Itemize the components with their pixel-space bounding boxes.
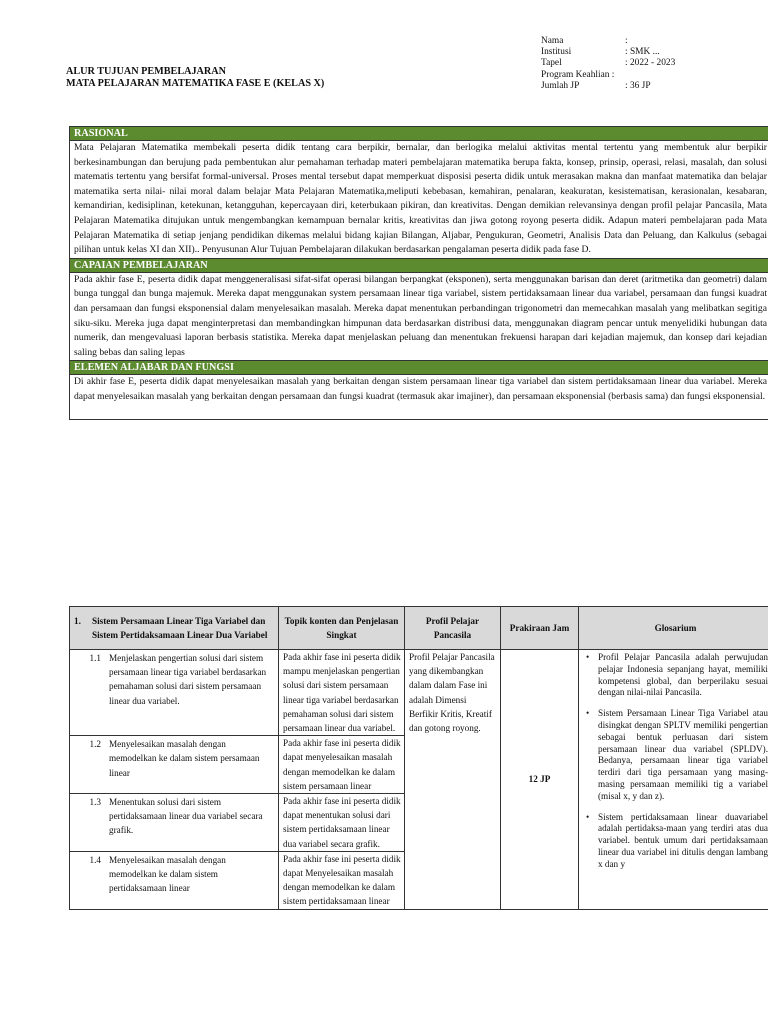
tujuan-cell [70,794,279,852]
info-row-tapel [541,58,675,69]
tujuan-text: Menyelesaikan masalah dengan memodelkan ke dalam sistem pertidaksamaan linear [109,854,226,894]
glosarium-item [586,652,768,699]
info-label: Tapel [541,58,562,69]
overview-table [69,126,768,420]
info-row-program [541,70,675,81]
tujuan-text: Menjelaskan pengertian solusi dari sistem persamaan linear tiga variabel berdasarkan pemahaman solusi dari sistem persamaan linear dua variabel. [109,653,267,706]
title-line-1: ALUR TUJUAN PEMBELAJARAN [66,66,226,77]
info-label: Nama [541,36,564,46]
bullet-icon: • [586,652,590,662]
table-row [70,650,768,736]
glosarium-text: Sistem Persamaan Linear Tiga Variabel atau disingkat dengan SPLTV memiliki pengertian sebagai bentuk perluasan dari sistem persamaan linear dua variabel (SPLDV). Bedanya, persamaan linear tiga variabel terdiri dari tiga persamaan yang masing-masing persamaan memiliki tig a variabel (misal x, y dan z). [598,708,768,801]
section-text-rasional: Mata Pelajaran Matematika membekali peserta didik tentang cara berpikir, bernalar, dan berlogika melalui aktivitas mental tertentu yang membentuk alur berpikir berkesinambungan dan berujung pada pembentukan alur pemahaman terhadap materi pembelajaran matematika berupa fakta, konsep, prinsip, operasi, relasi, masalah, dan solusi matematis tertentu yang bersifat formal-universal. Proses mental tersebut dapat memperkuat disposisi peserta didik untuk merasakan makna dan manfaat matematika dan belajar matematika serta nilai- nilai moral dalam belajar Mata Pelajaran Matematika,meliputi kebebasan, kemahiran, penalaran, keakuratan, kesistematisan, kerasionalan, kesabaran, kemandirian, kedisiplinan, ketekunan, ketangguhan, kepercayaan diri, keterbukaan pikiran, dan kreativitas. Dengan demikian relevansinya dengan profil pelajar Pancasila, Mata Pelajaran Matematika ditujukan untuk mengembangkan kemampuan bernalar kritis, kreativitas dan jiwa gotong royong peserta didik. Adapun materi pembelajaran pada Mata Pelajaran Matematika di setiap jenjang pendidikan dikemas melalui bidang kajian Bilangan, Aljabar, Pengukuran, Geometri, Analisis Data dan Peluang, dan Kalkulus (sebagai pilihan untuk kelas XI dan XII).. Penyusunan Alur Tujuan Pembelajaran dilakukan berdasarkan pengalaman peserta didik pada fase D. [70,141,768,259]
info-value: : 2022 - 2023 [625,58,676,69]
header-glosarium: Glosarium [579,607,768,650]
info-row-nama [541,36,675,47]
tujuan-text: Menentukan solusi dari sistem pertidaksamaan linear dua variabel secara grafik. [109,797,263,836]
row-number: 1.2 [89,739,101,750]
info-row-jumlah [541,81,675,92]
glosarium-text: Profil Pelajar Pancasila adalah perwujudan pelajar Indonesia sepanjang hayat, memiliki kompetensi global, dan berperilaku sesuai dengan nilai-nilai Pancasila. [598,652,768,698]
glosarium-item [586,811,768,871]
section-text-elemen: Di akhir fase E, peserta didik dapat menyelesaikan masalah yang berkaitan dengan sistem persamaan linear tiga variabel dan sistem pertidaksamaan linear dua variabel. Mereka dapat menyelesaikan masalah yang berkaitan dengan persamaan dan fungsi kuadrat (termasuk akar imajiner), dan persamaan eksponensial (berbasis sama) dan fungsi eksponensial. [70,375,768,420]
info-block [541,36,675,92]
section-text-capaian: Pada akhir fase E, peserta didik dapat menggeneralisasi sifat-sifat operasi bilangan berpangkat (eksponen), serta menggunakan barisan dan deret (aritmetika dan geometri) dalam bunga tunggal dan bunga majemuk. Mereka dapat menggunakan system persamaan linear tiga variabel, sistem pertidaksamaan linear dua variabel, persamaan dan fungsi kuadrat dan persamaan dan fungsi eksponensial dalam menyelesaikan masalah. Mereka dapat menentukan perbandingan trigonometri dan memecahkan masalah yang melibatkan segitiga siku-siku. Mereka juga dapat menginterpretasi dan membandingkan himpunan data berdasarkan distribusi data, menggunakan diagram pencar untuk menyelidiki hubungan data numerik, dan mengevaluasi laporan berbasis statistika. Mereka dapat menjelaskan peluang dan menentukan frekuensi harapan dari kejadian majemuk, dan konsep dari kejadian saling bebas dan saling lepas [70,272,768,361]
info-row-institusi [541,47,675,58]
title-line-2: MATA PELAJARAN MATEMATIKA FASE E (KELAS X) [66,78,325,89]
header-jam: Prakiraan Jam [501,607,579,650]
topik-cell: Pada akhir fase ini peserta didik dapat Menyelesaikan masalah dengan memodelkan ke dalam sistem pertidaksamaan linear [279,851,405,909]
topik-cell: Pada akhir fase ini peserta didik mampu menjelaskan pengertian solusi dari sistem persamaan linear tiga variabel berdasarkan pemahaman solusi dari sistem persamaan linear dua variabel. [279,650,405,736]
tujuan-cell [70,736,279,794]
topik-cell: Pada akhir fase ini peserta didik dapat menentukan solusi dari sistem pertidaksamaan linear dua variabel secara grafik. [279,794,405,852]
document-title [66,66,324,90]
section-heading-capaian: CAPAIAN PEMBELAJARAN [70,258,768,272]
tujuan-text: Menyelesaikan masalah dengan memodelkan ke dalam sistem persamaan linear [109,739,260,778]
header-tujuan [70,607,279,650]
learning-objectives-table [69,606,768,910]
header-label: Sistem Persamaan Linear Tiga Variabel dan Sistem Pertidaksamaan Linear Dua Variabel [92,615,268,640]
bullet-icon: • [586,708,590,719]
row-number: 1.4 [89,854,101,865]
section-heading-elemen: ELEMEN ALJABAR DAN FUNGSI [70,361,768,375]
glosarium-cell [579,650,768,910]
glosarium-item [586,708,768,802]
info-label: Institusi [541,47,572,58]
glosarium-list [580,652,768,871]
bullet-icon: • [586,811,590,822]
info-value: : SMK ... [625,47,660,58]
topik-cell: Pada akhir fase ini peserta didik dapat menyelesaikan masalah dengan memodelkan ke dalam sistem persamaan linear [279,736,405,794]
glosarium-text: Sistem pertidaksamaan linear duavariabel adalah pertidaksa-maan yang terdiri atas dua variabel. bentuk umum dari pertidaksamaan linear dua variabel ini ditulis dengan lambang x dan y [598,811,768,869]
header-number: 1. [74,615,81,626]
info-label: Program Keahlian : [541,69,615,80]
info-value: : [625,36,628,46]
table-header-row [70,607,768,650]
header-profil: Profil Pelajar Pancasila [405,607,501,650]
jam-cell: 12 JP [501,650,579,910]
row-number: 1.3 [89,797,101,808]
profil-cell: Profil Pelajar Pancasila yang dikembangkan dalam dalam Fase ini adalah Dimensi Berfikir Kritis, Kreatif dan gotong royong. [405,650,501,910]
info-label: Jumlah JP [541,80,580,91]
section-heading-rasional: RASIONAL [70,127,768,141]
tujuan-cell [70,851,279,909]
header-topik: Topik konten dan Penjelasan Singkat [279,607,405,650]
tujuan-cell [70,650,279,736]
row-number: 1.1 [89,653,101,663]
info-value: : 36 JP [625,80,651,91]
